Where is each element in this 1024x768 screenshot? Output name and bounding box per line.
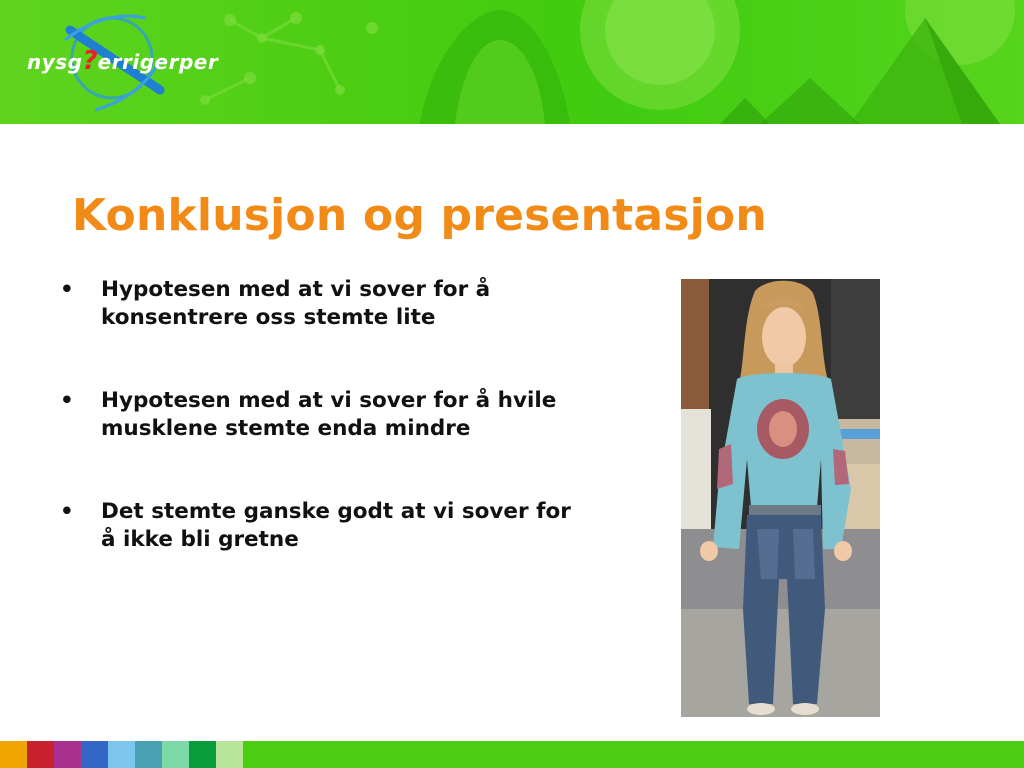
bullet-marker: • xyxy=(60,499,74,524)
logo-text-start: nysg xyxy=(27,50,83,74)
logo-question-mark: ? xyxy=(82,46,98,76)
bullet-text: Det stemte ganske godt at vi sover for å ikke bli gretne xyxy=(101,499,571,552)
photo-illustration xyxy=(681,279,880,717)
footer-swatch xyxy=(189,741,216,768)
footer-swatch xyxy=(162,741,189,768)
logo-text-middle: erriger xyxy=(97,50,179,74)
girl-photo xyxy=(681,279,880,717)
slide-title: Konklusjon og presentasjon xyxy=(72,190,767,241)
footer-swatch xyxy=(216,741,243,768)
logo-text-end: per xyxy=(178,50,219,74)
bullet-item xyxy=(60,387,580,443)
footer-swatch xyxy=(135,741,162,768)
bullet-item xyxy=(60,498,580,554)
footer-swatch xyxy=(108,741,135,768)
footer-swatch xyxy=(0,741,27,768)
footer-swatch xyxy=(27,741,54,768)
header-banner xyxy=(0,0,1024,124)
bullet-marker: • xyxy=(60,388,74,413)
bullet-item xyxy=(60,276,580,332)
footer-swatch xyxy=(243,741,1024,768)
footer-swatch xyxy=(54,741,81,768)
bullet-text: Hypotesen med at vi sover for å hvile musklene stemte enda mindre xyxy=(101,388,557,441)
brand-logo xyxy=(27,46,218,76)
footer-swatch xyxy=(81,741,108,768)
bullet-text: Hypotesen med at vi sover for å konsentrere oss stemte lite xyxy=(101,277,491,330)
footer-color-strip xyxy=(0,741,1024,768)
bullet-marker: • xyxy=(60,277,74,302)
bullet-list xyxy=(60,276,580,554)
